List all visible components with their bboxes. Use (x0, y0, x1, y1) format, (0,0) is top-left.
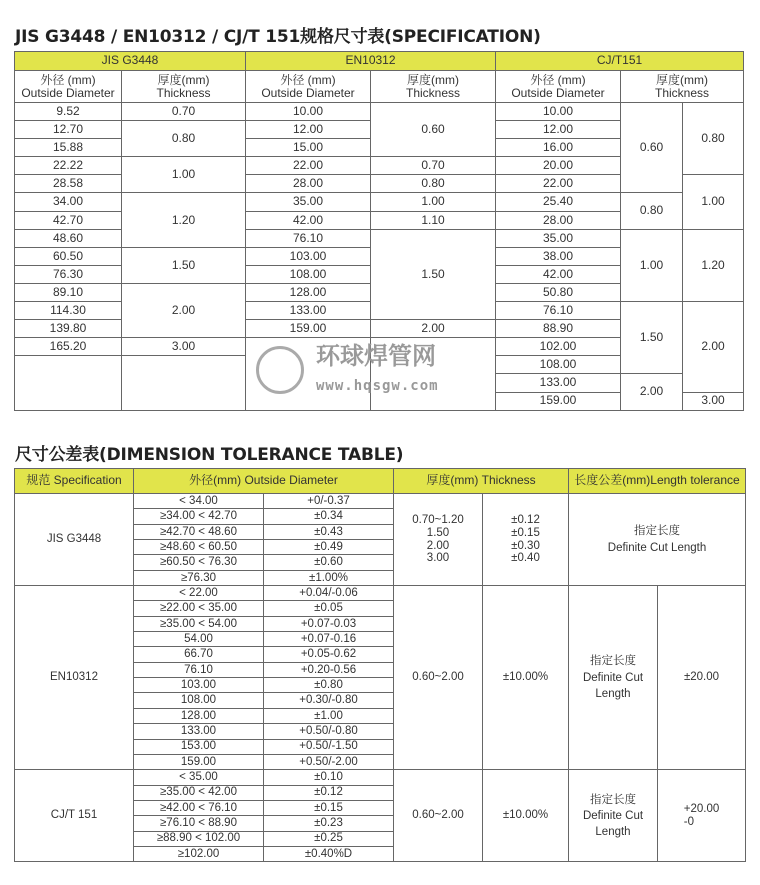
od-range: ≥76.10 < 88.90 (134, 816, 264, 831)
od-tolerance: +0.04/-0.06 (264, 586, 394, 601)
table-cell: 3.00 (122, 338, 246, 356)
table-cell: 128.00 (246, 284, 371, 302)
table-cell: 12.00 (496, 121, 621, 139)
table-cell: 0.60 (621, 103, 683, 193)
table-cell: 76.10 (246, 230, 371, 248)
column-header-cn: 外径 (mm) (40, 72, 96, 87)
table-cell: 2.00 (122, 284, 246, 338)
table-cell: 12.70 (15, 121, 122, 139)
table-cell: 34.00 (15, 193, 122, 211)
table-cell: 0.70 (122, 103, 246, 121)
table-cell (15, 356, 122, 410)
od-range: 103.00 (134, 678, 264, 693)
table-cell: 88.90 (496, 320, 621, 338)
table-cell: 133.00 (496, 374, 621, 392)
od-tolerance: +0.20-0.56 (264, 663, 394, 678)
table-cell: 2.00 (371, 320, 496, 338)
table-cell: 16.00 (496, 139, 621, 157)
column-header (15, 71, 122, 103)
table-cell: 1.00 (122, 157, 246, 193)
column-header (621, 71, 744, 103)
header-thickness: 厚度(mm) Thickness (394, 469, 569, 494)
od-range: 76.10 (134, 663, 264, 678)
od-range: ≥35.00 < 54.00 (134, 617, 264, 632)
column-header-en: Thickness (654, 85, 710, 100)
od-tolerance: ±0.23 (264, 816, 394, 831)
table-cell: 103.00 (246, 248, 371, 266)
column-header-cn: 厚度(mm) (157, 72, 210, 87)
od-tolerance: ±0.34 (264, 509, 394, 524)
thickness-tolerance: ±0.12 ±0.15 ±0.30 ±0.40 (483, 494, 569, 586)
table-cell: 28.58 (15, 175, 122, 193)
spec-name: JIS G3448 (15, 494, 134, 586)
od-range: ≥102.00 (134, 847, 264, 862)
table-cell: 76.10 (496, 302, 621, 320)
length-en: Definite Cut Length (582, 809, 644, 838)
table-cell: 1.50 (122, 248, 246, 284)
table-cell: 1.50 (371, 230, 496, 320)
column-header-cn: 厚度(mm) (656, 72, 708, 87)
od-tolerance: +0.07-0.16 (264, 632, 394, 647)
od-range: < 35.00 (134, 770, 264, 785)
od-range: ≥88.90 < 102.00 (134, 832, 264, 847)
od-tolerance: ±0.80 (264, 678, 394, 693)
thickness-tolerance: ±10.00% (483, 586, 569, 770)
length-cn: 指定长度 (590, 655, 636, 668)
od-tolerance: +0.50/-0.80 (264, 724, 394, 739)
table-cell: 1.20 (122, 193, 246, 247)
table-cell: 25.40 (496, 193, 621, 211)
table-cell: 0.80 (621, 193, 683, 229)
table-cell: 1.00 (371, 193, 496, 211)
table-cell: 1.50 (621, 302, 683, 374)
column-header (371, 71, 496, 103)
table-cell: 165.20 (15, 338, 122, 356)
table-cell: 108.00 (246, 266, 371, 284)
table-cell: 1.10 (371, 212, 496, 230)
table-cell: 10.00 (496, 103, 621, 121)
od-tolerance: ±0.25 (264, 832, 394, 847)
table-cell: 38.00 (496, 248, 621, 266)
tolerance-table-title: 尺寸公差表(DIMENSION TOLERANCE TABLE) (15, 445, 404, 465)
length-en: Definite Cut Length (607, 541, 707, 554)
od-tolerance: +0/-0.37 (264, 494, 394, 509)
od-range: ≥35.00 < 42.00 (134, 786, 264, 801)
table-cell: 2.00 (621, 374, 683, 410)
table-cell: 35.00 (496, 230, 621, 248)
od-range: ≥48.60 < 60.50 (134, 540, 264, 555)
od-tolerance: +0.07-0.03 (264, 617, 394, 632)
table-cell: 0.80 (683, 103, 744, 175)
od-tolerance: +0.50/-1.50 (264, 740, 394, 755)
table-cell: 42.00 (246, 212, 371, 230)
table-cell: 159.00 (496, 393, 621, 411)
od-range: 159.00 (134, 755, 264, 770)
watermark-text: 环球焊管网 (316, 342, 436, 370)
length-spec (569, 770, 658, 862)
od-tolerance: ±0.15 (264, 801, 394, 816)
table-cell: 15.00 (246, 139, 371, 157)
table-cell: 22.22 (15, 157, 122, 175)
table-cell: 0.70 (371, 157, 496, 175)
group-header: EN10312 (246, 52, 496, 71)
table-cell: 76.30 (15, 266, 122, 284)
table-cell: 50.80 (496, 284, 621, 302)
column-header (246, 71, 371, 103)
od-tolerance: ±0.40%D (264, 847, 394, 862)
od-range: 153.00 (134, 740, 264, 755)
od-range: ≥22.00 < 35.00 (134, 601, 264, 616)
table-cell: 1.00 (621, 230, 683, 302)
table-cell: 139.80 (15, 320, 122, 338)
od-range: ≥34.00 < 42.70 (134, 509, 264, 524)
group-header: CJ/T151 (496, 52, 744, 71)
od-tolerance: +0.30/-0.80 (264, 693, 394, 708)
length-en: Definite Cut Length (582, 671, 644, 700)
column-header-cn: 外径 (mm) (280, 72, 336, 87)
length-tolerance: ±20.00 (658, 586, 746, 770)
header-outside-diameter: 外径(mm) Outside Diameter (134, 469, 394, 494)
od-tolerance: +0.50/-2.00 (264, 755, 394, 770)
dimension-tolerance-table (14, 468, 746, 862)
spec-name: CJ/T 151 (15, 770, 134, 862)
table-cell: 89.10 (15, 284, 122, 302)
thickness-range: 0.70~1.20 1.50 2.00 3.00 (394, 494, 483, 586)
thickness-range: 0.60~2.00 (394, 586, 483, 770)
od-tolerance: ±0.49 (264, 540, 394, 555)
table-cell: 1.00 (683, 175, 744, 229)
spec-name: EN10312 (15, 586, 134, 770)
table-cell: 42.70 (15, 212, 122, 230)
table-cell (122, 356, 246, 410)
od-tolerance: ±0.60 (264, 555, 394, 570)
table-cell: 108.00 (496, 356, 621, 374)
length-spec (569, 586, 658, 770)
od-range: ≥76.30 (134, 571, 264, 586)
column-header-en: Outside Diameter (261, 85, 355, 100)
thickness-tolerance: ±10.00% (483, 770, 569, 862)
table-cell: 1.20 (683, 230, 744, 302)
table-cell: 42.00 (496, 266, 621, 284)
length-tolerance: +20.00 -0 (658, 770, 746, 862)
group-header: JIS G3448 (15, 52, 246, 71)
table-cell: 0.80 (122, 121, 246, 157)
od-range: 54.00 (134, 632, 264, 647)
od-tolerance: ±1.00 (264, 709, 394, 724)
od-range: 128.00 (134, 709, 264, 724)
table-cell (371, 338, 496, 410)
specification-table (14, 51, 744, 411)
od-range: < 34.00 (134, 494, 264, 509)
table-cell: 114.30 (15, 302, 122, 320)
od-range: 66.70 (134, 647, 264, 662)
od-range: ≥42.00 < 76.10 (134, 801, 264, 816)
thickness-range: 0.60~2.00 (394, 770, 483, 862)
column-header (496, 71, 621, 103)
header-specification: 规范 Specification (15, 469, 134, 494)
table-cell: 22.00 (246, 157, 371, 175)
column-header (122, 71, 246, 103)
length-spec (569, 494, 746, 586)
table-cell: 159.00 (246, 320, 371, 338)
table-cell: 22.00 (496, 175, 621, 193)
od-range: 133.00 (134, 724, 264, 739)
od-tolerance: ±0.43 (264, 525, 394, 540)
table-cell: 28.00 (496, 212, 621, 230)
table-cell: 35.00 (246, 193, 371, 211)
table-cell: 9.52 (15, 103, 122, 121)
od-tolerance: ±0.12 (264, 786, 394, 801)
od-tolerance: ±0.05 (264, 601, 394, 616)
od-tolerance: ±0.10 (264, 770, 394, 785)
watermark-url: www.hqsgw.com (316, 378, 439, 394)
length-cn: 指定长度 (590, 793, 636, 806)
table-cell: 28.00 (246, 175, 371, 193)
od-range: ≥42.70 < 48.60 (134, 525, 264, 540)
table-cell: 102.00 (496, 338, 621, 356)
od-range: 108.00 (134, 693, 264, 708)
table-cell: 133.00 (246, 302, 371, 320)
column-header-en: Outside Diameter (511, 85, 605, 100)
od-range: ≥60.50 < 76.30 (134, 555, 264, 570)
column-header-en: Outside Diameter (21, 85, 115, 100)
table-cell (246, 338, 371, 410)
column-header-en: Thickness (405, 85, 461, 100)
od-tolerance: ±1.00% (264, 571, 394, 586)
table-cell: 20.00 (496, 157, 621, 175)
table-cell: 3.00 (683, 393, 744, 411)
table-cell: 12.00 (246, 121, 371, 139)
od-tolerance: +0.05-0.62 (264, 647, 394, 662)
table-cell: 0.80 (371, 175, 496, 193)
column-header-cn: 厚度(mm) (407, 72, 459, 87)
header-length-tolerance: 长度公差(mm)Length tolerance (569, 469, 746, 494)
spec-table-title: JIS G3448 / EN10312 / CJ/T 151规格尺寸表(SPECIFICATION) (15, 27, 541, 47)
table-cell: 0.60 (371, 103, 496, 157)
table-cell: 60.50 (15, 248, 122, 266)
column-header-en: Thickness (156, 85, 211, 100)
length-cn: 指定长度 (634, 525, 680, 538)
column-header-cn: 外径 (mm) (530, 72, 586, 87)
od-range: < 22.00 (134, 586, 264, 601)
table-cell: 2.00 (683, 302, 744, 392)
table-cell: 10.00 (246, 103, 371, 121)
table-cell: 48.60 (15, 230, 122, 248)
table-cell: 15.88 (15, 139, 122, 157)
